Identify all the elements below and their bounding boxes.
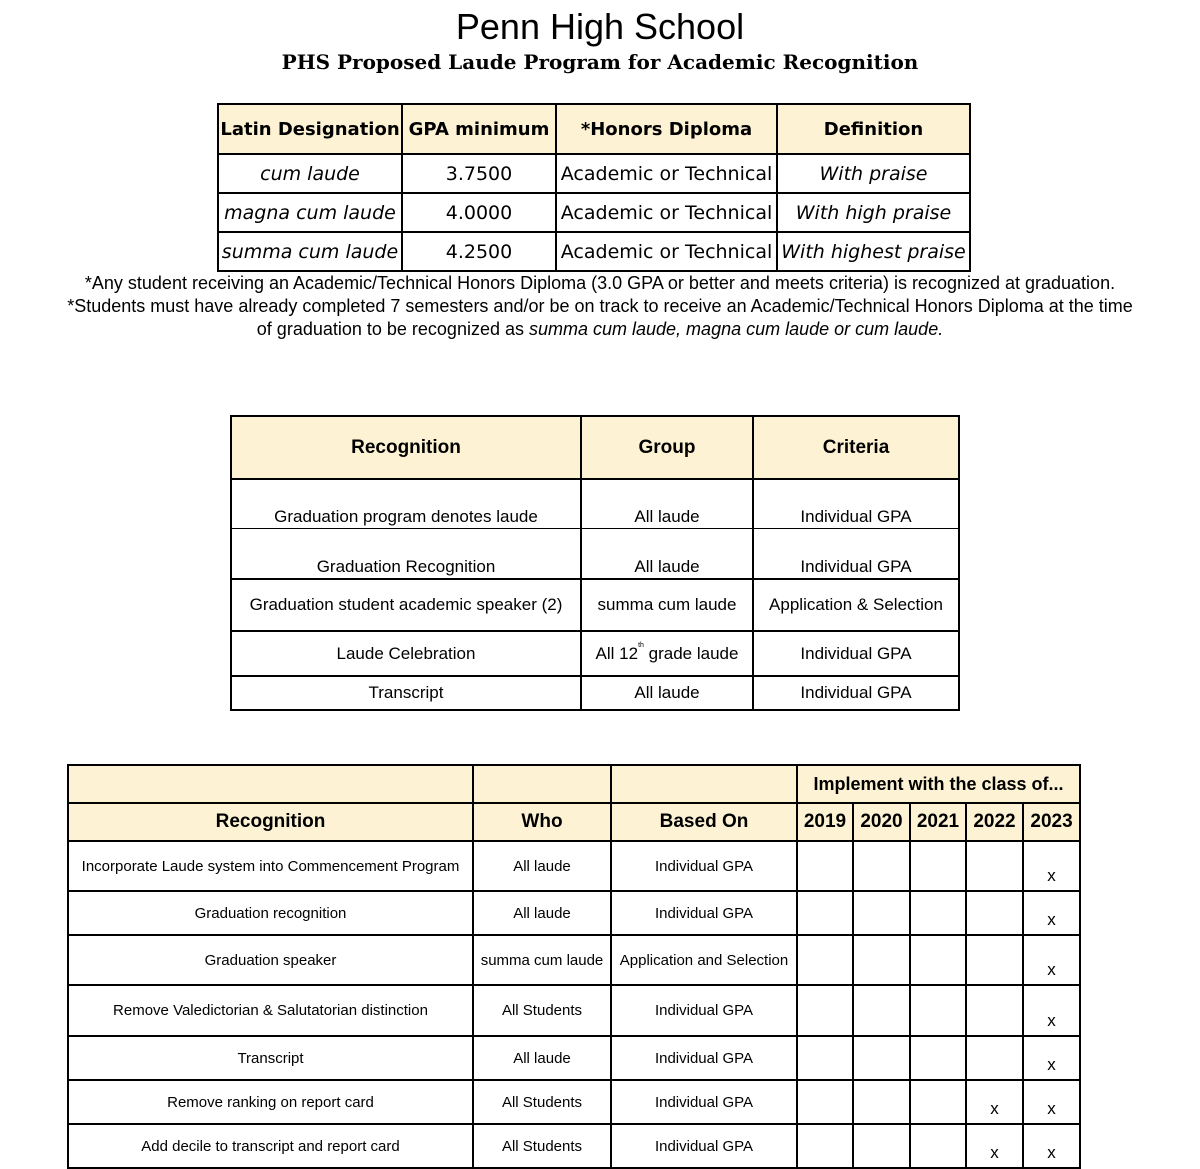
column-header: *Honors Diploma	[556, 104, 777, 154]
year-mark-cell	[853, 841, 910, 891]
column-header: Recognition	[231, 416, 581, 479]
year-mark-cell	[797, 891, 853, 935]
group-cell: All laude	[581, 676, 753, 710]
year-mark-cell	[853, 985, 910, 1036]
footnotes	[60, 272, 1140, 341]
year-mark-cell	[910, 1036, 966, 1080]
based-on-cell: Individual GPA	[611, 841, 797, 891]
group-cell: All laude	[581, 479, 753, 528]
who-cell: All Students	[473, 985, 611, 1036]
year-mark-cell	[853, 1124, 910, 1168]
year-mark-cell	[797, 1080, 853, 1124]
year-mark-cell	[966, 1036, 1023, 1080]
latin-designation-cell: magna cum laude	[218, 193, 402, 232]
empty-header-cell	[473, 765, 611, 803]
column-header: Latin Designation	[218, 104, 402, 154]
page-title: Penn High School	[455, 6, 745, 47]
table-row	[231, 528, 959, 579]
recognition-cell: Transcript	[231, 676, 581, 710]
criteria-cell: Individual GPA	[753, 676, 959, 710]
table-row	[68, 1036, 1080, 1080]
who-cell: All Students	[473, 1080, 611, 1124]
who-cell: All Students	[473, 1124, 611, 1168]
table-row	[218, 154, 970, 193]
year-mark-cell: x	[966, 1080, 1023, 1124]
who-cell: All laude	[473, 891, 611, 935]
footnote-text: *Students must have already completed 7 semesters and/or be on track to receive an Academic/Technical Honors Diploma at the time of graduation to be recognized as	[67, 296, 1133, 339]
year-mark-cell	[853, 935, 910, 985]
year-mark-cell: x	[966, 1124, 1023, 1168]
year-mark-cell	[966, 935, 1023, 985]
honors-diploma-cell: Academic or Technical	[556, 154, 777, 193]
based-on-cell: Individual GPA	[611, 1124, 797, 1168]
recognition-cell: Graduation recognition	[68, 891, 473, 935]
year-mark-cell	[853, 891, 910, 935]
recognition-cell: Graduation Recognition	[231, 528, 581, 579]
criteria-cell: Application & Selection	[753, 579, 959, 631]
table-row	[231, 631, 959, 676]
recognition-cell: Graduation speaker	[68, 935, 473, 985]
table-header-row	[231, 416, 959, 479]
empty-header-cell	[68, 765, 473, 803]
group-cell	[581, 631, 753, 676]
recognition-cell: Remove Valedictorian & Salutatorian distinction	[68, 985, 473, 1036]
table-row	[68, 841, 1080, 891]
gpa-minimum-cell: 3.7500	[402, 154, 556, 193]
criteria-cell: Individual GPA	[753, 479, 959, 528]
based-on-cell: Application and Selection	[611, 935, 797, 985]
recognition-cell: Transcript	[68, 1036, 473, 1080]
column-header: Who	[473, 803, 611, 841]
year-mark-cell	[966, 841, 1023, 891]
footnote-italic-text: summa cum laude, magna cum laude or cum laude.	[529, 319, 944, 339]
year-mark-cell	[910, 1124, 966, 1168]
group-text: grade laude	[643, 643, 739, 663]
empty-header-cell	[611, 765, 797, 803]
year-mark-cell	[797, 935, 853, 985]
table-row	[231, 479, 959, 528]
based-on-cell: Individual GPA	[611, 985, 797, 1036]
year-mark-cell: x	[1023, 841, 1080, 891]
gpa-minimum-cell: 4.2500	[402, 232, 556, 271]
honors-diploma-cell: Academic or Technical	[556, 232, 777, 271]
year-mark-cell	[910, 891, 966, 935]
group-cell: All laude	[581, 528, 753, 579]
year-mark-cell	[910, 985, 966, 1036]
year-mark-cell	[797, 1124, 853, 1168]
recognition-cell: Incorporate Laude system into Commencement Program	[68, 841, 473, 891]
implementation-table	[67, 764, 1081, 1169]
year-header: 2022	[966, 803, 1023, 841]
latin-designation-cell: cum laude	[218, 154, 402, 193]
year-mark-cell: x	[1023, 935, 1080, 985]
based-on-cell: Individual GPA	[611, 1036, 797, 1080]
year-header: 2019	[797, 803, 853, 841]
table-header-row	[218, 104, 970, 154]
year-mark-cell	[910, 1080, 966, 1124]
who-cell: summa cum laude	[473, 935, 611, 985]
recognition-cell: Graduation program denotes laude	[231, 479, 581, 528]
year-header: 2021	[910, 803, 966, 841]
year-mark-cell	[797, 841, 853, 891]
year-mark-cell: x	[1023, 985, 1080, 1036]
recognition-cell: Remove ranking on report card	[68, 1080, 473, 1124]
year-mark-cell	[966, 891, 1023, 935]
year-header: 2020	[853, 803, 910, 841]
latin-designation-cell: summa cum laude	[218, 232, 402, 271]
column-header: Definition	[777, 104, 970, 154]
definition-cell: With highest praise	[777, 232, 970, 271]
who-cell: All laude	[473, 1036, 611, 1080]
criteria-cell: Individual GPA	[753, 631, 959, 676]
group-text: All 12	[595, 643, 639, 663]
table-row	[231, 579, 959, 631]
laude-designation-table	[217, 103, 971, 272]
table-row	[68, 1124, 1080, 1168]
ordinal-suffix: th	[638, 641, 644, 649]
year-mark-cell	[853, 1080, 910, 1124]
honors-diploma-cell: Academic or Technical	[556, 193, 777, 232]
column-header: GPA minimum	[402, 104, 556, 154]
column-header: Recognition	[68, 803, 473, 841]
column-header: Based On	[611, 803, 797, 841]
based-on-cell: Individual GPA	[611, 1080, 797, 1124]
recognition-cell: Add decile to transcript and report card	[68, 1124, 473, 1168]
table-row	[68, 891, 1080, 935]
column-header: Criteria	[753, 416, 959, 479]
recognition-cell: Laude Celebration	[231, 631, 581, 676]
year-mark-cell	[966, 985, 1023, 1036]
table-group-header-row	[68, 765, 1080, 803]
year-mark-cell	[910, 841, 966, 891]
table-header-row	[68, 803, 1080, 841]
year-header: 2023	[1023, 803, 1080, 841]
table-row	[68, 985, 1080, 1036]
who-cell: All laude	[473, 841, 611, 891]
year-mark-cell	[910, 935, 966, 985]
table-row	[218, 193, 970, 232]
year-mark-cell: x	[1023, 1080, 1080, 1124]
criteria-cell: Individual GPA	[753, 528, 959, 579]
gpa-minimum-cell: 4.0000	[402, 193, 556, 232]
group-cell: summa cum laude	[581, 579, 753, 631]
definition-cell: With high praise	[777, 193, 970, 232]
footnote-honors-diploma: *Any student receiving an Academic/Technical Honors Diploma (3.0 GPA or better and meets criteria) is recognized at graduation.	[84, 273, 1116, 293]
table-row	[68, 935, 1080, 985]
definition-cell: With praise	[777, 154, 970, 193]
year-mark-cell: x	[1023, 1124, 1080, 1168]
recognition-table	[230, 415, 960, 711]
year-mark-cell	[797, 985, 853, 1036]
based-on-cell: Individual GPA	[611, 891, 797, 935]
year-mark-cell: x	[1023, 1036, 1080, 1080]
year-mark-cell	[853, 1036, 910, 1080]
recognition-cell: Graduation student academic speaker (2)	[231, 579, 581, 631]
implementation-table-body	[68, 841, 1080, 1168]
column-header: Group	[581, 416, 753, 479]
table-row	[231, 676, 959, 710]
footnote-semesters	[60, 295, 1140, 341]
implement-group-header: Implement with the class of...	[797, 765, 1080, 803]
table-row	[218, 232, 970, 271]
page-subtitle: PHS Proposed Laude Program for Academic Recognition	[281, 50, 919, 74]
table-row	[68, 1080, 1080, 1124]
year-mark-cell	[797, 1036, 853, 1080]
year-mark-cell: x	[1023, 891, 1080, 935]
